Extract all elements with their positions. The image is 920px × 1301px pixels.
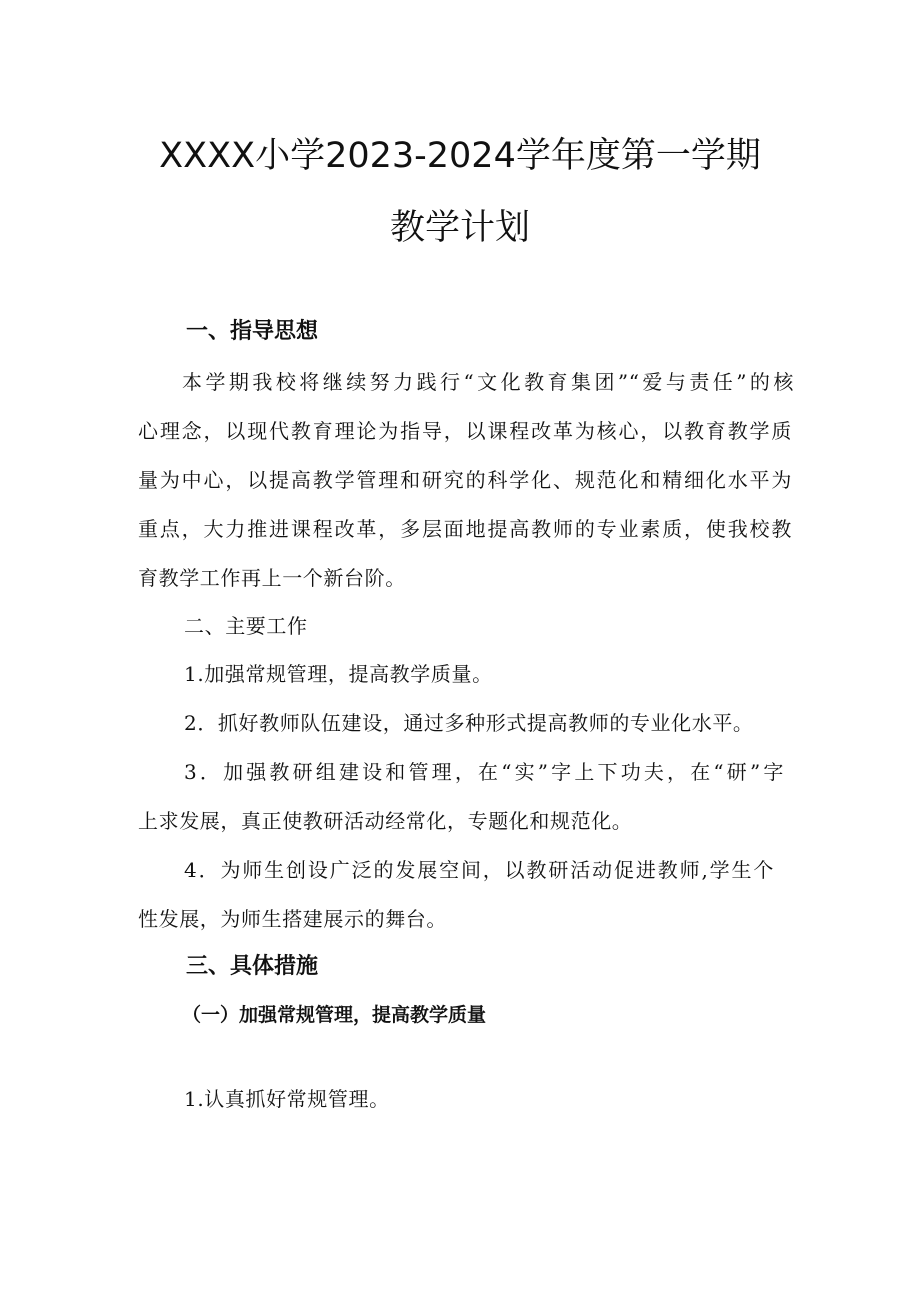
section-2-item-4-line-1: 4．为师生创设广泛的发展空间，以教研活动促进教师,学生个 bbox=[184, 858, 774, 882]
section-1-paragraph-line-5: 育教学工作再上一个新台阶。 bbox=[138, 566, 406, 590]
document-title-line-1: XXXX小学2023-2024学年度第一学期 bbox=[159, 136, 761, 176]
section-3-item-1: 1.认真抓好常规管理。 bbox=[184, 1087, 390, 1111]
section-2-heading: 二、主要工作 bbox=[184, 614, 308, 638]
section-2-item-1: 1.加强常规管理，提高教学质量。 bbox=[184, 662, 493, 686]
section-1-paragraph-line-1: 本学期我校将继续努力践行“文化教育集团”“爱与责任”的核 bbox=[182, 370, 794, 394]
section-2-item-2: 2．抓好教师队伍建设，通过多种形式提高教师的专业化水平。 bbox=[184, 711, 754, 735]
section-2-item-3-line-1: 3．加强教研组建设和管理，在“实”字上下功夫，在“研”字 bbox=[184, 760, 784, 784]
document-title-line-2: 教学计划 bbox=[389, 208, 530, 248]
section-2-item-4-line-2: 性发展，为师生搭建展示的舞台。 bbox=[138, 907, 447, 931]
section-2-item-3-line-2: 上求发展，真正使教研活动经常化，专题化和规范化。 bbox=[138, 809, 633, 833]
section-3-heading: 三、具体措施 bbox=[186, 954, 319, 979]
section-1-paragraph-line-3: 量为中心，以提高教学管理和研究的科学化、规范化和精细化水平为 bbox=[138, 468, 792, 492]
section-1-paragraph-line-4: 重点，大力推进课程改革，多层面地提高教师的专业素质，使我校教 bbox=[138, 517, 792, 541]
section-1-heading: 一、指导思想 bbox=[186, 319, 319, 344]
section-3-subheading: （一）加强常规管理，提高教学质量 bbox=[182, 1004, 487, 1026]
section-1-paragraph-line-2: 心理念，以现代教育理论为指导，以课程改革为核心，以教育教学质 bbox=[138, 419, 792, 443]
